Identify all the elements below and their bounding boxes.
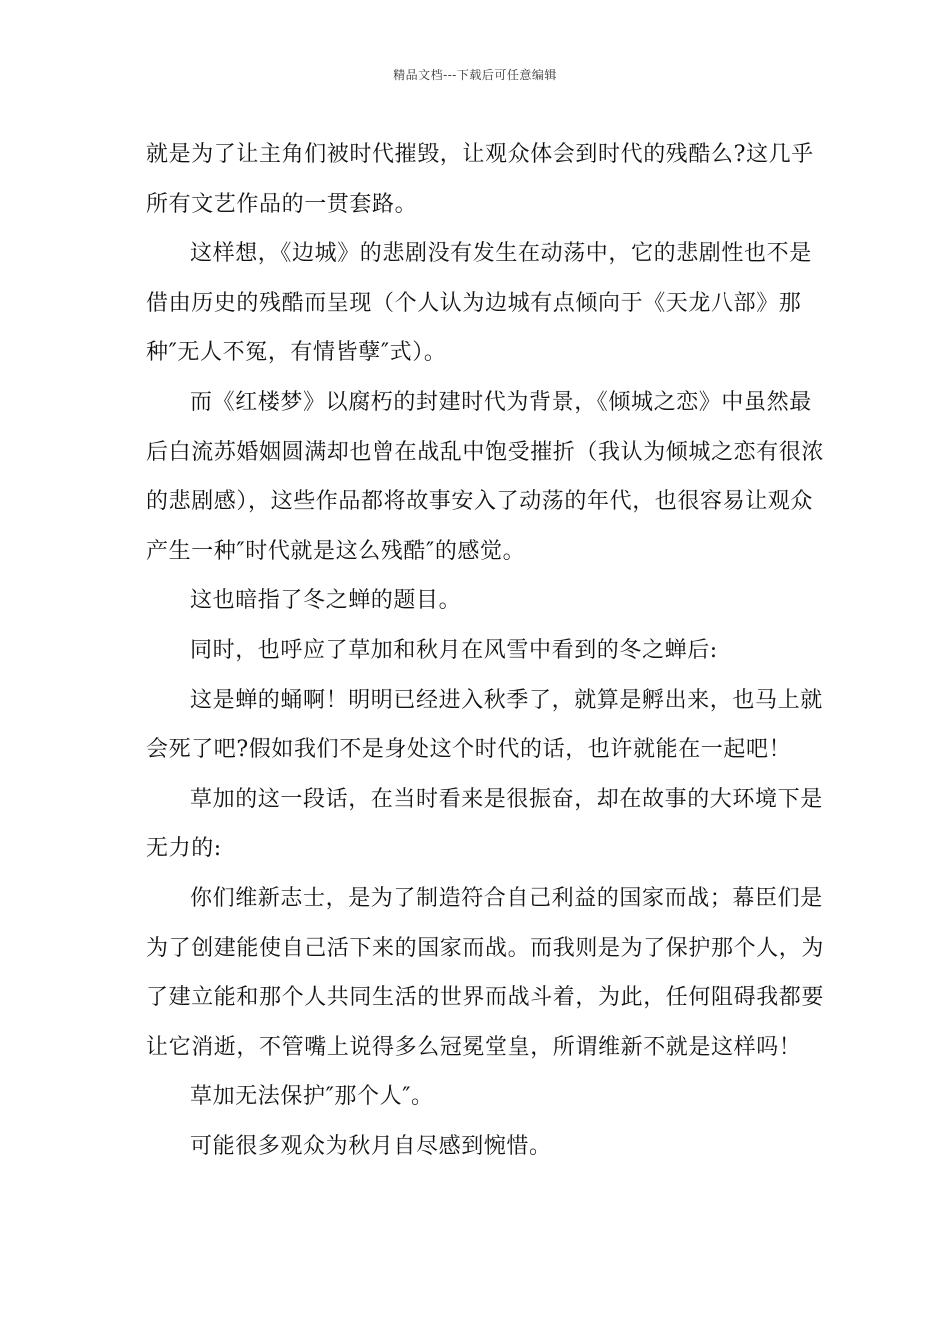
- paragraph: 同时，也呼应了草加和秋月在风雪中看到的冬之蝉后:: [190, 637, 718, 663]
- paragraph: 这也暗指了冬之蝉的题目。: [190, 588, 462, 614]
- page-header: 精品文档---下载后可任意编辑: [393, 68, 557, 82]
- paragraph: 这是蝉的蛹啊！明明已经进入秋季了，就算是孵出来，也马上就会死了吧?假如我们不是身处这个时代的话，也许就能在一起吧！: [146, 687, 823, 763]
- paragraph: 而《红楼梦》以腐朽的封建时代为背景，《倾城之恋》中虽然最后白流苏婚姻圆满却也曾在战乱中饱受摧折（我认为倾城之恋有很浓的悲剧感），这些作品都将故事安入了动荡的年代，也很容易让观众产生一种″时代就是这么残酷″的感觉。: [146, 389, 825, 564]
- paragraph: 这样想，《边城》的悲剧没有发生在动荡中，它的悲剧性也不是借由历史的残酷而呈现（个人认为边城有点倾向于《天龙八部》那种″无人不冤，有情皆孽″式）。: [146, 241, 812, 366]
- paragraph: 草加无法保护″那个人″。: [190, 1084, 434, 1110]
- document-body: [146, 130, 826, 1171]
- paragraph: 就是为了让主角们被时代摧毁，让观众体会到时代的残酷么?这几乎所有文艺作品的一贯套路。: [146, 142, 814, 217]
- paragraph: 你们维新志士，是为了制造符合自己利益的国家而战；幕臣们是为了创建能使自己活下来的国家而战。而我则是为了保护那个人，为了建立能和那个人共同生活的世界而战斗着，为此，任何阻碍我都要让它消逝，不管嘴上说得多么冠冕堂皇，所谓维新不就是这样吗！: [146, 885, 825, 1060]
- paragraph: 草加的这一段话，在当时看来是很振奋，却在故事的大环境下是无力的:: [146, 786, 823, 862]
- paragraph: 可能很多观众为秋月自尽感到惋惜。: [190, 1133, 552, 1159]
